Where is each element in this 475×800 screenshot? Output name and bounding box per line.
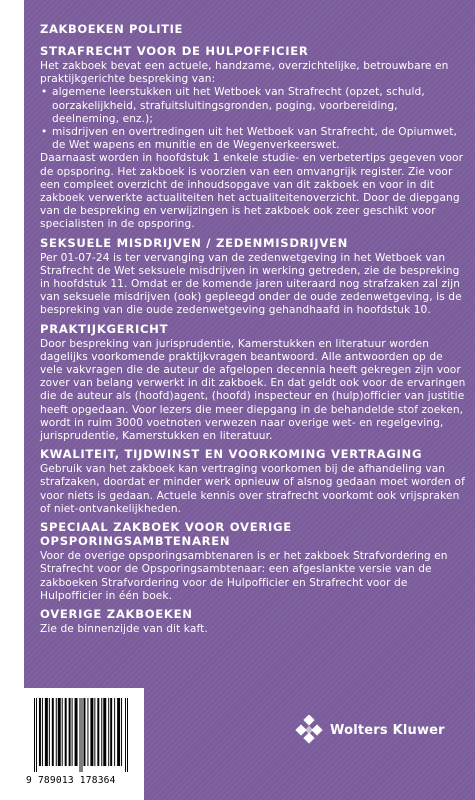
section-strafrecht [40,44,468,232]
publisher-name: Wolters Kluwer [330,722,445,738]
section-overige-zakboeken [40,607,468,636]
section-body: Voor de overige opsporingsambtenaren is er het zakboek Strafvordering en Strafrecht voor de Opsporingsambtenaar: een afgeslankte versie van de zakboeken Strafvordering voor de Hulpofficier en Strafrecht voor de Hulpofficier in één boek. [40,550,448,602]
bullet-item: • algemene leerstukken uit het Wetboek van Strafrecht (opzet, schuld, oorzakelijkheid, strafuitsluitingsgronden, poging, voorbereiding, deelneming, enz.); [40,86,468,126]
book-back-cover [24,0,475,800]
section-body: Daarnaast worden in hoofdstuk 1 enkele studie- en verbetertips gegeven voor de opsporing. Het zakboek is voorzien van een omvangrijk register. Zie voor een compleet overzicht de inhoudsopgave van dit zakboek en voor in dit zakboek verwerkte actualiteiten het actualiteitenoverzicht. Door de diepgang van de bespreking en verwijzingen is het zakboek ook zeer geschikt voor specialisten in de opsporing. [40,152,464,231]
section-body: Gebruik van het zakboek kan vertraging voorkomen bij de afhandeling van strafzaken, doordat er minder werk opnieuw of alsnog gedaan moet worden of voor niets is gedaan. Actuele kennis over strafrecht voorkomt ook vrijspraken of niet-ontvankelijkheden. [40,463,465,515]
bullet-item: • misdrijven en overtredingen uit het Wetboek van Strafrecht, de Opiumwet, de Wet wapens en munitie en de Wegenverkeerswet. [40,126,468,152]
section-heading: SEKSUELE MISDRIJVEN / ZEDENMISDRIJVEN [40,235,349,250]
section-speciaal-zakboek [40,520,468,603]
section-praktijkgericht [40,322,468,444]
section-heading: STRAFRECHT VOOR DE HULPOFFICIER [40,44,309,58]
barcode-icon [34,698,128,772]
section-body: Zie de binnenzijde van dit kaft. [40,622,208,635]
barcode-box [24,688,144,800]
section-heading: PRAKTIJKGERICHT [40,321,169,336]
cover-text [40,44,468,640]
section-heading: OVERIGE ZAKBOEKEN [40,606,193,621]
section-body: Per 01-07-24 is ter vervanging van de zedenwetgeving in het Wetboek van Strafrecht de Wet seksuele misdrijven in werking getreden, zie de bespreking in hoofdstuk 11. Omdat er de komende jaren uiteraard nog strafzaken zal zijn van seksuele misdrijven (ook) gepleegd onder de oude zedenwetgeving, is de bespreking van die oude zedenwetgeving gehandhaafd in hoofdstuk 10. [40,251,462,317]
isbn-number: 9 789013 178364 [26,775,116,786]
section-seksuele-misdrijven [40,236,468,318]
section-body: Door bespreking van jurisprudentie, Kamerstukken en literatuur worden dagelijks voorkomende praktijkvragen beantwoord. Alle antwoorden op de vele vakvragen die de auteur de afgelopen decennia heeft gekregen zijn voor zover van belang verwerkt in dit zakboek. En dat geldt ook voor de ervaringen die de auteur als (hoofd)agent, (hoofd) inspecteur en (hulp)officier van justitie heeft opgedaan. Voor lezers die meer diepgang in de behandelde stof zoeken, wordt in ruim 3000 voetnoten verwezen naar overige wet- en regelgeving, jurisprudentie, Kamerstukken en literatuur. [40,337,466,443]
series-title: ZAKBOEKEN POLITIE [40,22,183,36]
publisher-logo [294,715,445,745]
section-kwaliteit [40,447,468,516]
section-heading: SPECIAAL ZAKBOEK VOOR OVERIGE OPSPORINGSAMBTENAREN [40,520,292,549]
section-intro: Het zakboek bevat een actuele, handzame, overzichtelijke, betrouwbare en praktijkgerichte bespreking van: [40,60,449,86]
wolters-kluwer-logo-icon [294,715,324,745]
section-heading: KWALITEIT, TIJDWINST EN VOORKOMING VERTRAGING [40,447,423,462]
bullet-list [40,86,468,152]
